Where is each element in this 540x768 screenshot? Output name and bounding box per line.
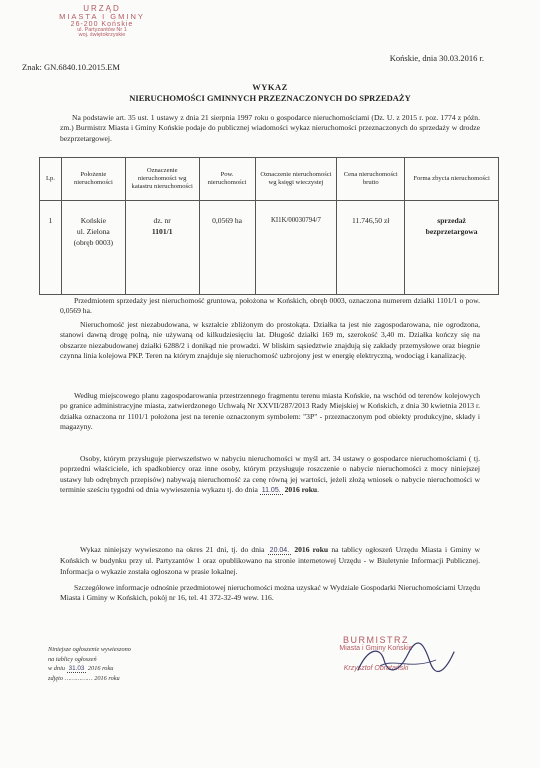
- column-header: Położenie nieruchomości: [61, 158, 125, 201]
- stamp-line: 26-200 Końskie: [70, 20, 134, 28]
- removed-year: 2016 roku: [94, 674, 120, 682]
- column-header: Oznaczenie nieruchomości wg księgi wieczystej: [255, 158, 337, 201]
- column-header: Lp.: [40, 158, 62, 201]
- posting-note-line: na tablicy ogłoszeń: [48, 655, 97, 663]
- column-header: Pow. nieruchomości: [199, 158, 255, 201]
- posting-date-handwritten: 20.04.: [269, 547, 290, 554]
- table-header-row: [40, 158, 499, 201]
- location-street: ul. Zielona: [76, 227, 110, 236]
- stamp-line: MIASTA I GMINY: [59, 12, 145, 21]
- posting-text: Wykaz niniejszy wywieszono na okres 21 dni, tj. do dnia: [80, 545, 265, 554]
- posting-note-line: [48, 664, 131, 674]
- date-line: Końskie, dnia 30.03.2016 r.: [389, 53, 484, 63]
- posting-text-rest: na tablicy ogłoszeń Urzędu Miasta i Gminy w Końskich w budynku przy ul. Partyzantów 1 oraz opublikowano na stronie internetowej Urzędu - w Biuletynie Informacji Publicznej. Informacja o wykazie została ogłoszona w prasie lokalnej.: [60, 545, 480, 576]
- handwritten-signature: [350, 640, 460, 680]
- document-subtitle: NIERUCHOMOŚCI GMINNYCH PRZEZNACZONYCH DO SPRZEDAŻY: [129, 93, 411, 103]
- posted-year: 2016 roku: [87, 665, 114, 673]
- removed-label: zdjęto: [48, 674, 64, 682]
- location-precinct: (obręb 0003): [73, 238, 114, 247]
- paragraph-zoning-plan: Według miejscowego planu zagospodarowania przestrzennego fragmentu terenu miasta Końskie, na wschód od terenów kolejowych po granice administracyjne miasta, zatwierdzonego Uchwałą Nr XXVII/287/2013 Rady Miejskiej w Końskich, z dnia 30 kwietnia 2013 r. działka oznaczona nr 1101/1 położona jest na terenie oznaczonym symbolem: "3P" - przeznaczonym pod obiekty produkcyjne, składy i magazyny.: [60, 391, 480, 431]
- cell-form: [405, 201, 499, 295]
- posting-note-line: [48, 674, 131, 684]
- column-header: Forma zbycia nieruchomości: [405, 158, 499, 201]
- location-city: Końskie: [80, 216, 107, 225]
- form-line: sprzedaż: [437, 216, 466, 225]
- cadastre-label: dz. nr: [153, 216, 171, 225]
- mayor-stamp-title: BURMISTRZ: [343, 635, 409, 645]
- priority-text: Osoby, którym przysługuje pierwszeństwo w nabyciu nieruchomości w myśl art. 34 ustawy o gospodarce nieruchomościami ( tj. poprzedni właściciele, ich spadkobiercy oraz inne osoby, którym przysługuje roszczenie o nabycie nieruchomości z mocy niniejszej ustawy lub odrębnych przepisów) nabywają nieruchomość za cenę równą jej wartości, jeżeli złożą wniosek o nabycie nieruchomości w terminie sześciu tygodni od dnia wywieszenia wykazu tj. do dnia: [60, 454, 480, 494]
- cell-area: 0,0569 ha: [199, 201, 255, 295]
- intro-paragraph: Na podstawie art. 35 ust. 1 ustawy z dnia 21 sierpnia 1997 roku o gospodarce nieruchomościami (Dz. U. z 2015 r. poz. 1774 z późn. zm.) Burmistrz Miasta i Gminy Końskie podaje do publicznej wiadomości wykaz nieruchomości przeznaczonych do sprzedaży w drodze bezprzetargowej.: [60, 113, 480, 143]
- posted-label: w dniu: [48, 665, 65, 673]
- mayor-stamp-name: Krzysztof Obratański: [343, 664, 409, 672]
- cell-price: 11.746,50 zł: [337, 201, 405, 295]
- cell-cadastre: [125, 201, 199, 295]
- column-header: Cena nieruchomości brutto: [337, 158, 405, 201]
- stamp-line: URZĄD: [83, 4, 121, 13]
- office-stamp: [48, 5, 156, 39]
- cadastre-number: 1101/1: [151, 227, 173, 236]
- posted-date-handwritten: 31.03: [68, 665, 85, 673]
- paragraph-subject: Przedmiotem sprzedaży jest nieruchomość gruntowa, położona w Końskich, obręb 0003, oznaczona numerem działki 1101/1 o pow. 0,0569 ha.: [60, 296, 480, 316]
- reference-number: Znak: GN.6840.10.2015.EM: [22, 62, 120, 72]
- form-line: bezprzetargowa: [425, 227, 478, 236]
- paragraph-contact: Szczegółowe informacje odnośnie przedmiotowej nieruchomości można uzyskać w Wydziale Gospodarki Nieruchomościami Urzędu Miasta i Gminy w Końskich, pokój nr 16, tel. 41 372-32-49 wew. 116.: [60, 583, 480, 603]
- stamp-line: ul. Partyzantów Nr 1: [77, 26, 127, 33]
- paragraph-description: Nieruchomość jest niezabudowana, w kształcie zbliżonym do prostokąta. Działka ta jest nie zagospodarowana, nie ogrodzona, stanowi dawną drogę polną, nie używaną od kilkudziesięciu lat. Długość działki 169 m, szerokość 3,40 m. Działka kończy się na obszarze niezabudowanej działki 6288/2 i donikąd nie prowadzi. W bliskim sąsiedztwie znajdują się zakłady przemysłowe oraz biegnie czynna linia kolejowa PKP. Teren na którym znajduje się nieruchomość uzbrojony jest w energię elektryczną, wodociąg i kanalizację.: [60, 320, 480, 360]
- posting-year: 2016 roku: [294, 545, 329, 554]
- cell-location: [61, 201, 125, 295]
- document-title: WYKAZ: [252, 82, 288, 92]
- posting-note: [48, 645, 131, 683]
- cell-lp: 1: [40, 201, 62, 295]
- cell-land-register: KI1K/00030794/7: [255, 201, 337, 295]
- column-header: Oznaczenie nieruchomości wg katastru nieruchomości: [125, 158, 199, 201]
- deadline-year: 2016 roku: [284, 484, 318, 494]
- mayor-stamp-office: Miasta i Gminy Końskie: [339, 645, 413, 653]
- paragraph-priority-rights: Osoby, którym przysługuje pierwszeństwo w nabyciu nieruchomości w myśl art. 34 ustawy o gospodarce nieruchomościami ( tj. poprzedni właściciele, ich spadkobiercy oraz inne osoby, którym przysługuje roszczenie o nabycie nieruchomości z mocy niniejszej ustawy lub odrębnych przepisów) nabywają nieruchomość za cenę równą jej wartości, jeżeli złożą wniosek o nabycie nieruchomości w terminie sześciu tygodni od dnia wywieszenia wykazu tj. do dnia 11.05. 2016 roku.: [60, 454, 480, 494]
- paragraph-posting: [60, 545, 480, 577]
- property-table: [39, 157, 499, 295]
- removed-dots: ……………: [64, 674, 93, 682]
- posting-note-line: Niniejsze ogłoszenie wywieszono: [48, 646, 131, 653]
- table-row: [40, 201, 499, 295]
- deadline-handwritten: 11.05.: [261, 486, 281, 494]
- stamp-line: woj. świętokrzyskie: [78, 32, 126, 38]
